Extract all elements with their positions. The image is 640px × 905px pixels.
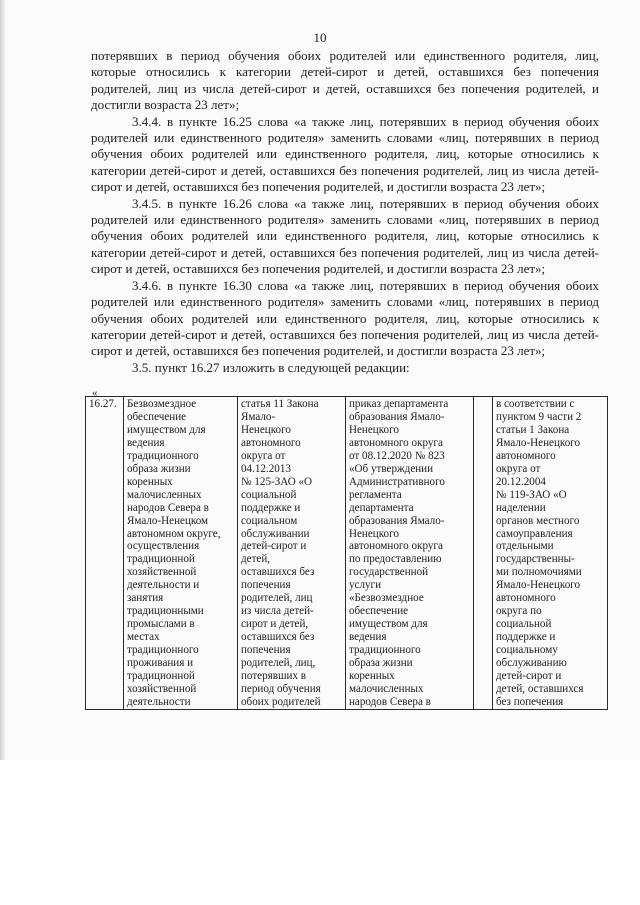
paragraph-3-4-5: 3.4.5. в пункте 16.26 слова «а также лиц, потерявших в период обучения обоих родителей или единственного родителя» заменить словами «лиц, потерявших в период обучения обоих родителей или единственного родителя, лиц, которые относились к категории детей-сирот и детей, оставшихся без попечения родителей, лиц из числа детей-сирот и детей, оставшихся без попечения родителей, и достигли возраста 23 лет»; <box>91 195 599 277</box>
cell-text-line: традиционной <box>127 553 195 566</box>
amendment-table <box>85 396 608 710</box>
cell-text-line: обеспечение <box>349 605 409 618</box>
cell-text-line: родителей, лиц <box>241 592 313 605</box>
cell-text-line: народов Севера в <box>349 695 431 708</box>
paragraph-continuation: потерявших в период обучения обоих родителей или единственного родителя, лиц, которые относились к категории детей-сирот и детей, оставшихся без попечения родителей, лиц из числа детей-сирот и детей, оставшихся без попечения родителей, и достигли возраста 23 лет»; <box>91 48 599 113</box>
cell-text-line: попечения <box>241 579 291 592</box>
cell-text-line: в соответствии с <box>496 398 575 410</box>
cell-text-line: социальной <box>496 618 552 631</box>
cell-text-line: автономного округа <box>349 436 443 449</box>
cell-text-line: образования Ямало- <box>349 410 445 423</box>
cell-text-line: имуществом для <box>349 618 428 631</box>
cell-text-line: услуги <box>349 579 382 592</box>
page-number: 10 <box>313 30 327 45</box>
cell-text-line: деятельности и <box>127 579 200 592</box>
cell-text-line: традиционного <box>127 449 199 462</box>
cell-text-line: приказ департамента <box>349 398 449 410</box>
cell-text-line: оставшихся без <box>241 631 315 644</box>
cell-text-line: наделении <box>496 501 546 514</box>
cell-text-line: традиционными <box>127 605 204 618</box>
cell-text-line: Ямало-Ненецком <box>127 514 209 527</box>
cell-text-line: традиционного <box>349 644 421 657</box>
cell-text-line: автономного округа <box>349 540 443 553</box>
cell-text-line: пунктом 9 части 2 <box>496 410 582 423</box>
cell-text-line: поддержке и <box>496 631 556 644</box>
law-cell <box>238 397 346 710</box>
cell-text-line: поддержке и <box>241 501 301 514</box>
cell-text-line: обслуживании <box>241 527 310 540</box>
paragraph-3-4-6: 3.4.6. в пункте 16.30 слова «а также лиц, потерявших в период обучения обоих родителей или единственного родителя» заменить словами «лиц, потерявших в период обучения обоих родителей или единственного родителя, лиц, которые относились к категории детей-сирот и детей, оставшихся без попечения родителей, лиц из числа детей-сирот и детей, оставшихся без попечения родителей, и достигли возраста 23 лет»; <box>91 277 599 359</box>
cell-text-line: из числа детей- <box>241 605 314 618</box>
cell-text-line: деятельности <box>127 695 191 708</box>
cell-text-line: статья 11 Закона <box>241 398 319 410</box>
cell-text-line: от 08.12.2020 № 823 <box>349 449 445 462</box>
cell-text-line: государственны- <box>496 553 575 566</box>
cell-text-line: образования Ямало- <box>349 514 445 527</box>
cell-text-line: ведения <box>349 631 387 644</box>
cell-text-line: традиционной <box>127 670 195 683</box>
cell-text-line: округа от <box>241 449 286 462</box>
cell-text-line: сирот и детей, <box>241 618 309 631</box>
cell-text-line: детей-сирот и <box>241 540 307 553</box>
cell-text-line: ми полномочиями <box>496 566 582 579</box>
cell-text-line: департамента <box>349 501 414 514</box>
cell-text-line: проживания и <box>127 657 194 670</box>
cell-text-line: детей, оставшихся <box>496 682 584 695</box>
cell-text-line: Ненецкого <box>349 423 399 436</box>
blank-page-area <box>0 760 640 905</box>
cell-text-line: без попечения <box>496 695 564 708</box>
cell-text-line: социальному <box>496 644 558 657</box>
cell-text-line: промыслами в <box>127 618 195 631</box>
cell-text-line: детей-сирот и <box>496 670 562 683</box>
cell-text-line: социальной <box>241 488 297 501</box>
row-number-cell <box>86 397 124 710</box>
cell-text-line: «Об утверждении <box>349 462 434 475</box>
cell-text-line: Ямало-Ненецкого <box>496 436 581 449</box>
row-number: 16.27. <box>89 398 117 410</box>
cell-text-line: органов местного <box>496 514 580 527</box>
cell-text-line: округа от <box>496 462 541 475</box>
authority-cell <box>493 397 608 710</box>
cell-text-line: по предоставлению <box>349 553 442 566</box>
cell-text-line: Ненецкого <box>241 423 291 436</box>
cell-text-line: «Безвозмездное <box>349 592 424 605</box>
cell-text-line: самоуправления <box>496 527 573 540</box>
cell-text-line: автономного <box>496 592 556 605</box>
cell-text-line: Безвозмездное <box>127 398 197 410</box>
cell-text-line: период обучения <box>241 682 321 695</box>
cell-text-line: отдельными <box>496 540 554 553</box>
cell-text-line: государственной <box>349 566 429 579</box>
order-cell <box>346 397 474 710</box>
cell-text-line: социальном <box>241 514 298 527</box>
cell-text-line: автономного <box>496 449 556 462</box>
cell-text-line: Административного <box>349 475 445 488</box>
cell-text-line: № 125-ЗАО «О <box>241 475 313 488</box>
cell-text-line: малочисленных <box>127 488 202 501</box>
paragraph-3-4-4: 3.4.4. в пункте 16.25 слова «а также лиц, потерявших в период обучения обоих родителей или единственного родителя» заменить словами «лиц, потерявших в период обучения обоих родителей или единственного родителя, лиц, которые относились к категории детей-сирот и детей, оставшихся без попечения родителей, лиц из числа детей-сирот и детей, оставшихся без попечения родителей, и достигли возраста 23 лет»; <box>91 113 599 195</box>
cell-text-line: образа жизни <box>127 462 191 475</box>
cell-text-line: образа жизни <box>349 657 413 670</box>
cell-text-line: малочисленных <box>349 682 424 695</box>
cell-text-line: 04.12.2013 <box>241 462 291 475</box>
cell-text-line: статьи 1 Закона <box>496 423 570 436</box>
cell-text-line: потерявших в <box>241 670 307 683</box>
cell-text-line: обоих родителей <box>241 695 321 708</box>
cell-text-line: занятия <box>127 592 164 605</box>
cell-text-line: автономного <box>241 436 301 449</box>
cell-text-line: попечения <box>241 644 291 657</box>
cell-text-line: № 119-ЗАО «О <box>496 488 567 501</box>
cell-text-line: хозяйственной <box>127 566 197 579</box>
table-row <box>86 397 608 710</box>
service-cell <box>124 397 238 710</box>
cell-text-line: Ямало-Ненецкого <box>496 579 581 592</box>
cell-text-line: детей, <box>241 553 271 566</box>
empty-cell <box>474 397 493 710</box>
cell-text-line: округа по <box>496 605 542 618</box>
open-quote-mark: « <box>92 387 98 399</box>
cell-text-line: осуществления <box>127 540 200 553</box>
cell-text-line: ведения <box>127 436 165 449</box>
cell-text-line: местах <box>127 631 160 644</box>
cell-text-line: Ямало- <box>241 410 276 423</box>
cell-text-line: оставшихся без <box>241 566 315 579</box>
cell-text-line: имуществом для <box>127 423 206 436</box>
cell-text-line: родителей, лиц, <box>241 657 316 670</box>
cell-text-line: традиционного <box>127 644 199 657</box>
paragraph-3-5: 3.5. пункт 16.27 изложить в следующей редакции: <box>132 359 410 375</box>
cell-text-line: Ненецкого <box>349 527 399 540</box>
cell-text-line: обслуживанию <box>496 657 567 670</box>
cell-text-line: коренных <box>349 670 395 683</box>
cell-text-line: 20.12.2004 <box>496 475 546 488</box>
cell-text-line: коренных <box>127 475 173 488</box>
cell-text-line: регламента <box>349 488 402 501</box>
cell-text-line: хозяйственной <box>127 682 197 695</box>
body-text <box>91 48 599 376</box>
cell-text-line: народов Севера в <box>127 501 209 514</box>
cell-text-line: автономном округе, <box>127 527 221 540</box>
cell-text-line: обеспечение <box>127 410 187 423</box>
